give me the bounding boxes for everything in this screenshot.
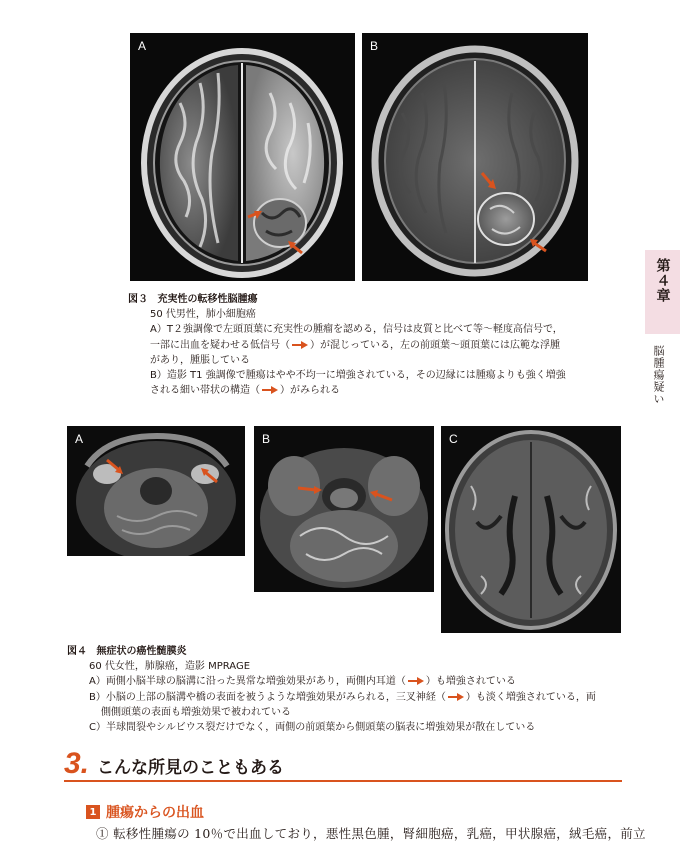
panel-label: B — [262, 432, 271, 446]
mri-t1-contrast-axial — [362, 33, 588, 281]
caption-line: C）半球間裂やシルビウス裂だけでなく，両側の前頭葉から側頭葉の脳表に増強効果が散在している — [89, 722, 536, 734]
red-arrow-icon — [448, 694, 464, 700]
figure-title: 無症状の癌性髄膜炎 — [96, 646, 187, 657]
figure4-image-a — [67, 426, 245, 556]
figure3-caption — [128, 292, 566, 398]
caption-line: があり，腫脹している — [150, 354, 250, 366]
subsection-number: 1 — [86, 805, 100, 819]
figure-patient-info: 60 代女性，肺腺癌，造影 MPRAGE — [89, 661, 251, 673]
caption-line: される細い帯状の構造（ ）がみられる — [150, 385, 340, 397]
caption-line: 側側頭葉の表面も増強効果で被われている — [101, 706, 291, 718]
caption-line: A）T２強調像で左頭頂葉に充実性の腫瘤を認める，信号は皮質と比べて等～軽度高信号で， — [150, 324, 563, 336]
caption-line: B）造影 T1 強調像で腫瘍はやや不均一に増強されている，その辺縁には腫瘍よりも強く増強 — [150, 370, 566, 382]
mri-pons-axial — [254, 426, 434, 592]
caption-line: 一部に出血を疑わせる低信号（ ）が混じっている，左の前頭葉～頭頂葉には広範な浮腫 — [150, 339, 560, 351]
panel-label: A — [138, 39, 147, 53]
mri-posterior-fossa-axial — [67, 426, 245, 556]
panel-label: B — [370, 39, 379, 53]
mri-ventricles-axial — [441, 426, 621, 633]
figure-number: 図４ — [67, 646, 87, 657]
red-arrow-icon — [292, 342, 308, 348]
figure4-image-c — [441, 426, 621, 633]
panel-label: A — [75, 432, 84, 446]
panel-label: C — [449, 432, 458, 446]
figure3-image-b — [362, 33, 588, 281]
figure-title: 充実性の転移性脳腫瘍 — [157, 294, 258, 305]
subsection-title: 腫瘍からの出血 — [106, 805, 204, 821]
red-arrow-icon — [408, 678, 424, 684]
figure3-image-a — [130, 33, 355, 281]
caption-line: A）両側小脳半球の脳溝に沿った異常な増強効果があり，両側内耳道（ ）も増強されている — [89, 676, 516, 688]
figure-patient-info: 50 代男性，肺小細胞癌 — [150, 309, 256, 321]
chapter-label: 脳腫瘍疑い — [652, 345, 665, 405]
body-paragraph: ① 転移性腫瘍の 10％で出血しており，悪性黒色腫，腎細胞癌，乳癌，甲状腺癌，絨毛癌，前立 — [96, 826, 646, 841]
mri-t2-axial — [130, 33, 355, 281]
subsection-heading — [86, 802, 204, 822]
red-arrow-icon — [262, 387, 278, 393]
figure4-image-b — [254, 426, 434, 592]
figure4-caption — [67, 644, 596, 735]
caption-line: B）小脳の上部の脳溝や橋の表面を被うような増強効果がみられる，三叉神経（ ）も淡く増強されている，両 — [89, 691, 596, 703]
chapter-tab — [645, 250, 680, 334]
section-heading — [64, 747, 284, 781]
section-number: 3. — [64, 747, 90, 780]
figure-number: 図３ — [128, 294, 148, 305]
section-title: こんな所見のこともある — [97, 758, 285, 778]
chapter-number: 第４章 — [654, 258, 671, 303]
section-divider — [64, 780, 622, 782]
